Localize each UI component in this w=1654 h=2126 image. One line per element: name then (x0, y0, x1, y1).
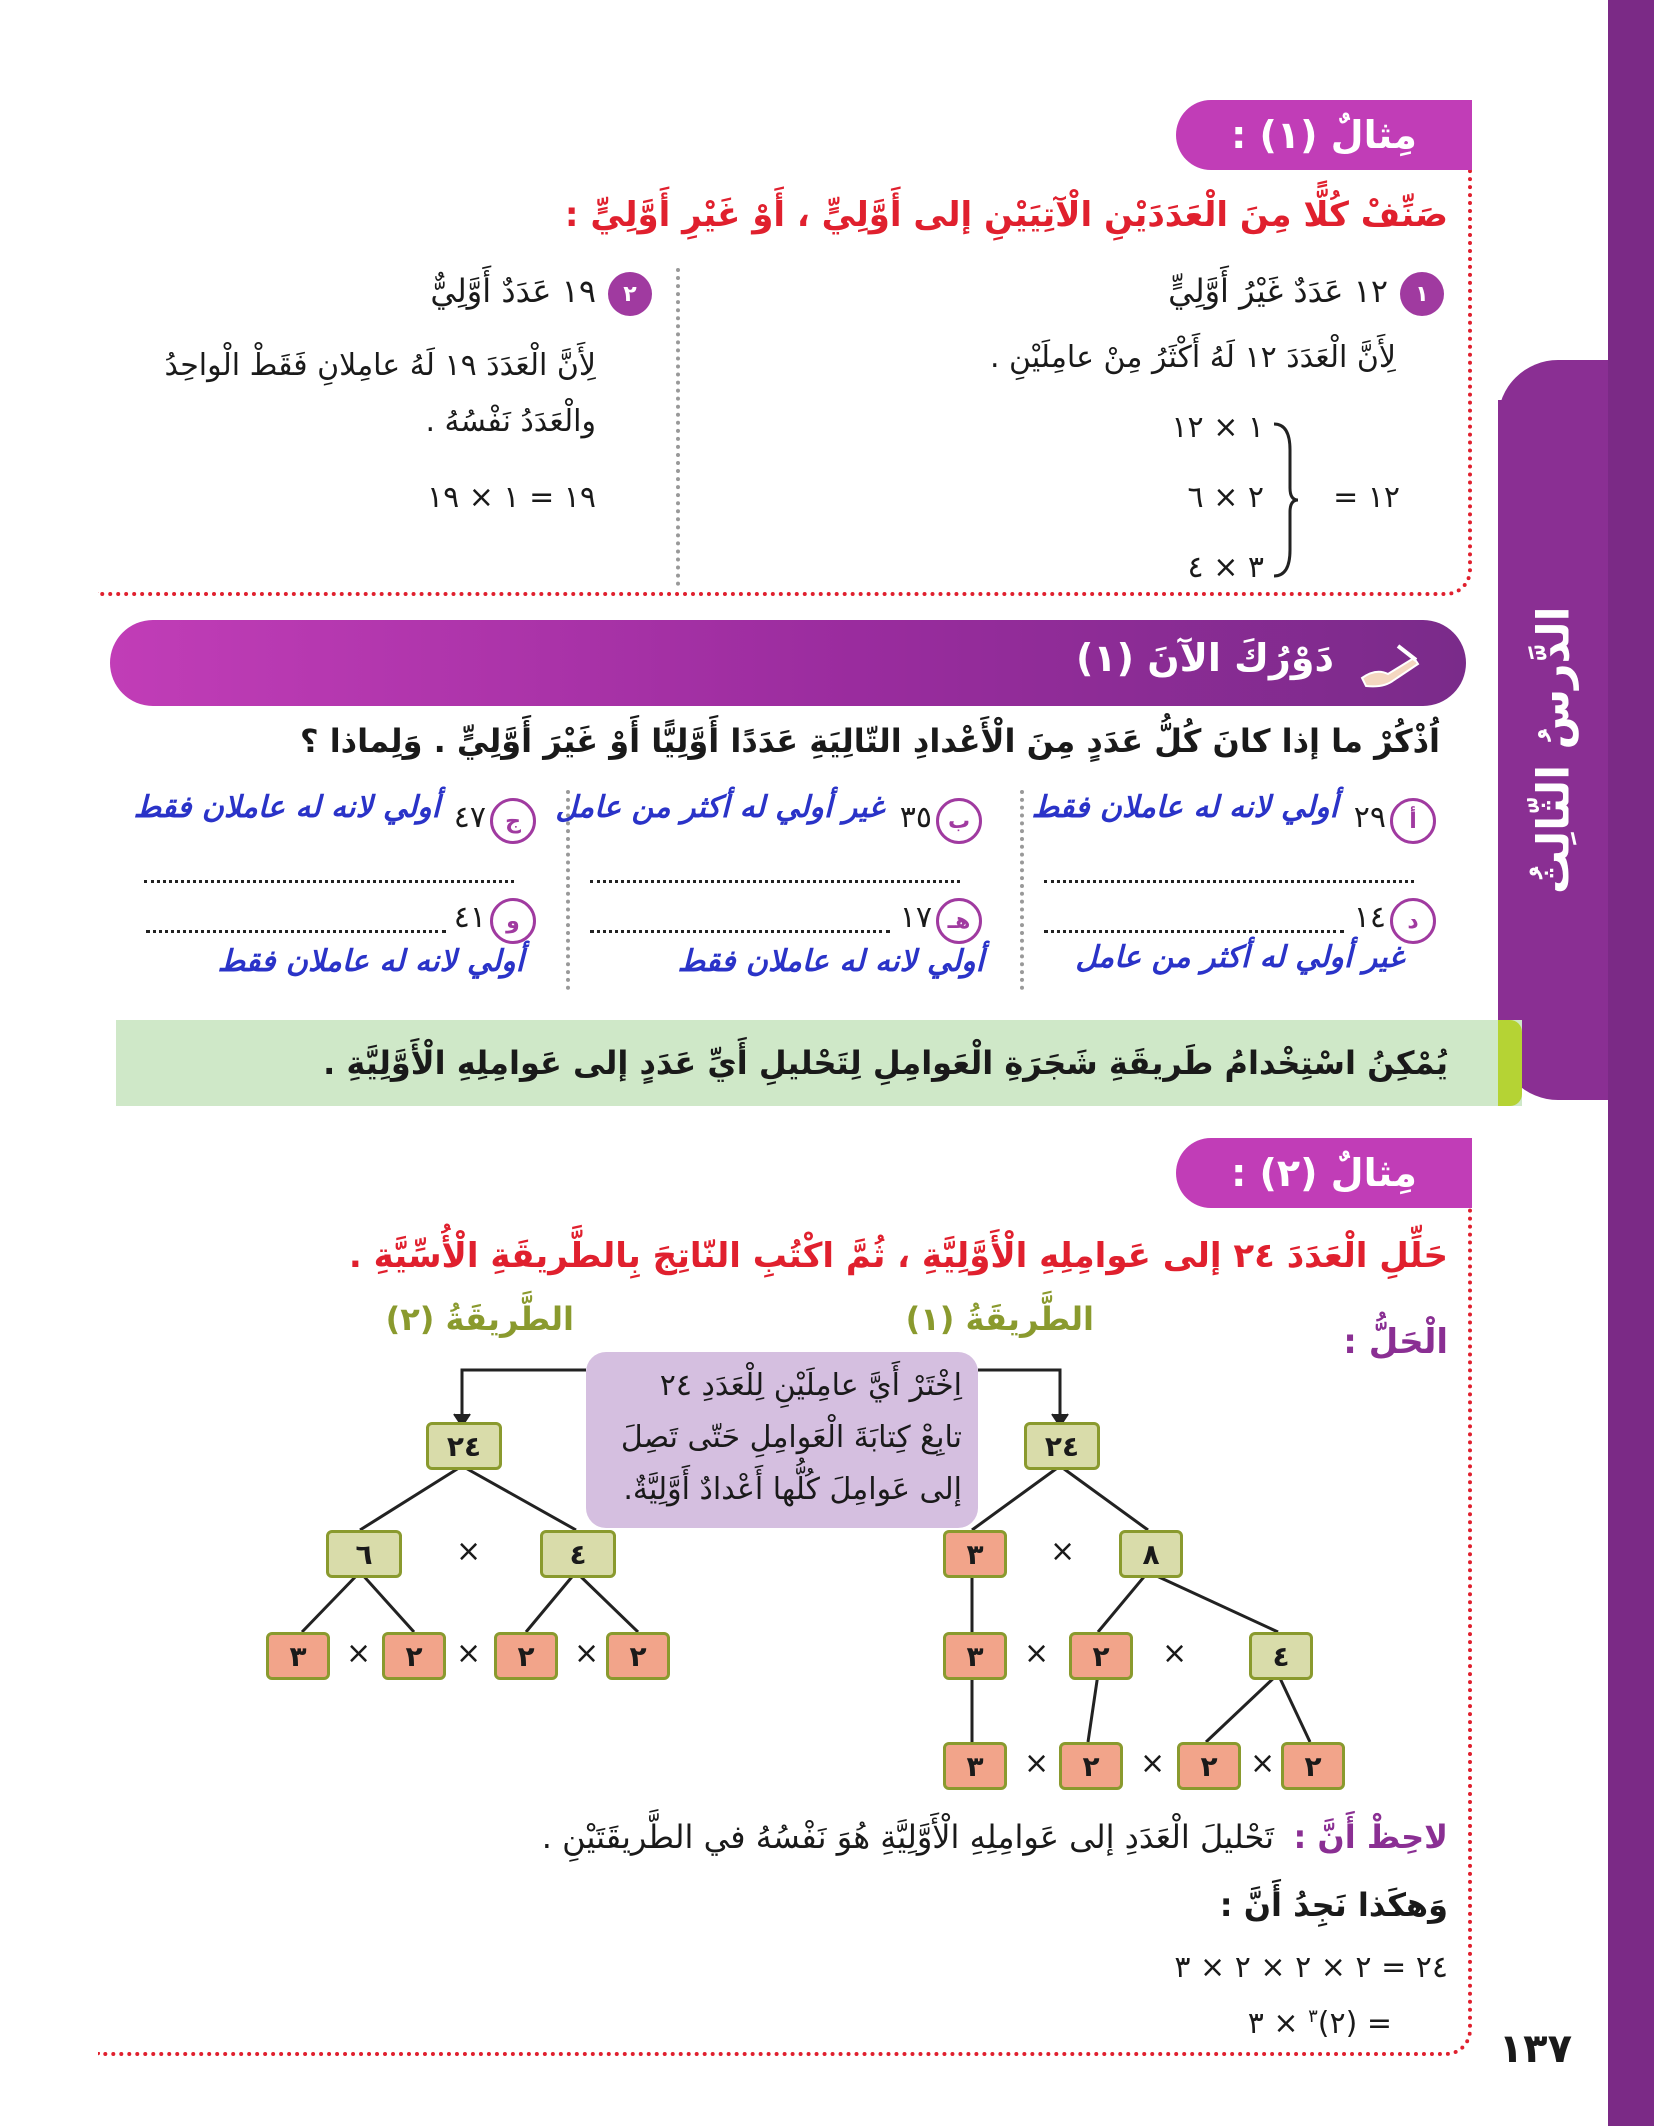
item-b-number: ٣٥ (899, 800, 932, 835)
notice-text: تَحْليلَ الْعَدَدِ إلى عَوامِلِهِ الْأَوَّلِيَّةِ هُوَ نَفْسُهُ في الطَّريقَتَيْنِ . (541, 1818, 1274, 1856)
item-f-number: ٤١ (453, 900, 486, 935)
item2-reason-1: لِأَنَّ الْعَدَدَ ١٩ لَهُ عامِلانِ فَقَطْ الْواحِدُ (164, 348, 596, 383)
page-number: ١٣٧ (1498, 2026, 1572, 2072)
solution-label: الْحَلُّ : (1343, 1322, 1448, 1362)
times-sign: × (456, 1636, 482, 1671)
method1-label: الطَّريقَةُ (١) (905, 1300, 1094, 1338)
tree2-root: ٢٤ (426, 1422, 502, 1470)
hint-line: تابِعْ كِتابَةَ الْعَوامِلِ حَتّى تَصِلَ (620, 1420, 962, 1455)
tree1-leaf: ٢ (1281, 1742, 1345, 1790)
tree1-node: ٢ (1069, 1632, 1133, 1680)
item1-factor: ١ × ١٢ (1171, 410, 1264, 445)
example1-prompt: صَنِّفْ كُلًّا مِنَ الْعَدَدَيْنِ الْآتِيَيْنِ إلى أَوَّلِيٍّ ، أَوْ غَيْرِ أَوَّلِيٍّ : (564, 195, 1448, 235)
item-a-answer[interactable]: أولي لانه له عاملان فقط (1031, 790, 1338, 825)
item-f-label: و (490, 898, 536, 944)
times-sign: × (1162, 1636, 1188, 1671)
item1-factor: ٢ × ٦ (1187, 480, 1264, 515)
tree2-leaf: ٢ (494, 1632, 558, 1680)
item2-equation: ١٩ = ١ × ١٩ (426, 480, 596, 515)
result-line-1: ٢٤ = ٢ × ٢ × ٢ × ٣ (1174, 1950, 1448, 1985)
item2-head: ١٩ عَدَدٌ أَوَّلِيٌّ (430, 272, 596, 310)
thus-label: وَهكَذا نَجِدُ أَنَّ : (1219, 1886, 1448, 1924)
tree1-node: ٣ (943, 1632, 1007, 1680)
item1-factor: ٣ × ٤ (1187, 550, 1264, 585)
tree1-root: ٢٤ (1024, 1422, 1100, 1470)
item1-lhs: ١٢ = (1333, 480, 1400, 515)
your-turn-prompt: اُذْكُرْ ما إذا كانَ كُلُّ عَدَدٍ مِنَ الْأَعْدادِ التّالِيَةِ عَدَدًا أَوَّلِيًّا أَوْ غَيْرَ أَوَّلِيٍّ . وَلِماذا ؟ (299, 722, 1440, 760)
item-d-number: ١٤ (1353, 900, 1386, 935)
item-c-number: ٤٧ (453, 800, 486, 835)
method2-label: الطَّريقَةُ (٢) (385, 1300, 574, 1338)
item-a-number: ٢٩ (1353, 800, 1386, 835)
item2-reason-2: والْعَدَدُ نَفْسُهُ . (425, 404, 596, 439)
lesson-label: الدَّرسُ الثّالِثُ (1528, 606, 1580, 894)
tree1-node: ٨ (1119, 1530, 1183, 1578)
times-sign: × (346, 1636, 372, 1671)
result-line-2 (1248, 2006, 1392, 2041)
result-suffix: × ٣ (1247, 2006, 1309, 2041)
item-e-number: ١٧ (899, 900, 932, 935)
times-sign: × (1024, 1636, 1050, 1671)
tree1-leaf: ٢ (1177, 1742, 1241, 1790)
item1-reason: لِأَنَّ الْعَدَدَ ١٢ لَهُ أَكْثَرُ مِنْ عامِلَيْنِ . (989, 340, 1396, 375)
item-c-answer[interactable]: أولي لانه له عاملان فقط (133, 790, 440, 825)
item-d-label: د (1390, 898, 1436, 944)
tree2-leaf: ٢ (606, 1632, 670, 1680)
tree2-leaf: ٢ (382, 1632, 446, 1680)
item1-badge: ١ (1400, 272, 1444, 316)
item-b-answer[interactable]: غير أولي له أكثر من عامل (555, 790, 884, 825)
tree1-node: ٣ (943, 1530, 1007, 1578)
tree1-node: ٤ (1249, 1632, 1313, 1680)
item-a-label: أ (1390, 798, 1436, 844)
item1-head: ١٢ عَدَدٌ غَيْرُ أَوَّلِيٍّ (1168, 272, 1388, 310)
item-b-label: ب (936, 798, 982, 844)
item-f-answer[interactable]: أولي لانه له عاملان فقط (217, 944, 524, 979)
example2-prompt: حَلِّلِ الْعَدَدَ ٢٤ إلى عَوامِلِهِ الْأَوَّلِيَّةِ ، ثُمَّ اكْتُبِ النّاتِجَ بِالطَّريقَةِ الْأُسِّيَّةِ . (348, 1236, 1448, 1276)
times-sign: × (1140, 1746, 1166, 1781)
tree1-leaf: ٢ (1059, 1742, 1123, 1790)
item-e-answer[interactable]: أولي لانه له عاملان فقط (677, 944, 984, 979)
item2-badge: ٢ (608, 272, 652, 316)
times-sign: × (1024, 1746, 1050, 1781)
result-exponent: ٣ (1308, 2006, 1318, 2027)
example1-title: مِثالٌ (١) : (1176, 100, 1472, 170)
result-prefix: = (٢) (1317, 2006, 1392, 2041)
notice-label: لاحِظْ أَنَّ : (1293, 1818, 1448, 1856)
tree2-node: ٤ (540, 1530, 616, 1578)
times-sign: × (574, 1636, 600, 1671)
example2-title: مِثالٌ (٢) : (1176, 1138, 1472, 1208)
tree1-leaf: ٣ (943, 1742, 1007, 1790)
hint-line: إلى عَوامِلَ كُلُّها أَعْدادٌ أَوَّلِيَّةٌ. (623, 1472, 962, 1507)
item-c-label: ج (490, 798, 536, 844)
your-turn-title: دَوْرُكَ الآنَ (١) (1076, 636, 1334, 680)
tree2-node: ٦ (326, 1530, 402, 1578)
times-sign: × (456, 1534, 482, 1569)
times-sign: × (1250, 1746, 1276, 1781)
tree2-leaf: ٣ (266, 1632, 330, 1680)
hint-line: اِخْتَرْ أَيَّ عامِلَيْنِ لِلْعَدَدِ ٢٤ (659, 1368, 962, 1403)
item-d-answer[interactable]: غير أولي له أكثر من عامل (1075, 940, 1404, 975)
note-text: يُمْكِنُ اسْتِخْدامُ طَريقَةِ شَجَرَةِ الْعَوامِلِ لِتَحْليلِ أَيِّ عَدَدٍ إلى عَوامِلِهِ الْأَوَّلِيَّةِ . (323, 1044, 1448, 1082)
times-sign: × (1050, 1534, 1076, 1569)
item-e-label: هـ (936, 898, 982, 944)
